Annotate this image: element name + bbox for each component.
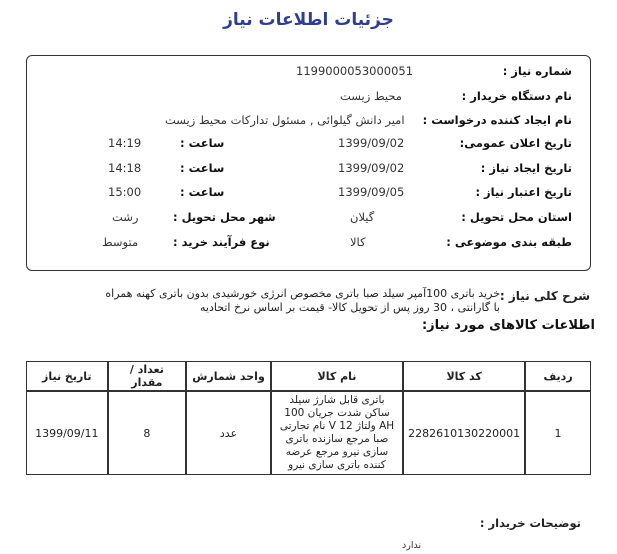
- buyer-notes-label: توضیحات خریدار :: [479, 516, 581, 530]
- col-header-code: کد کالا: [403, 361, 525, 391]
- items-table: [26, 361, 591, 475]
- description-label: شرح کلی نیاز :: [499, 289, 590, 303]
- col-header-row-number: ردیف: [525, 361, 591, 391]
- need-number-label: شماره نیاز :: [502, 64, 572, 78]
- items-section-title: اطلاعات کالاهای مورد نیاز:: [421, 318, 595, 333]
- col-header-date: تاریخ نیاز: [26, 361, 108, 391]
- category-label: طبقه بندی موضوعی :: [446, 235, 572, 249]
- create-time-label: ساعت :: [180, 161, 225, 175]
- valid-date-value: 1399/09/05: [338, 185, 405, 199]
- category-value: کالا: [350, 235, 366, 249]
- need-number-value: 1199000053000051: [296, 64, 414, 78]
- process-label: نوع فرآیند خرید :: [173, 235, 270, 249]
- city-label: شهر محل تحویل :: [173, 210, 276, 224]
- create-time-value: 14:18: [108, 161, 142, 175]
- page-title: جزئیات اطلاعات نیاز: [223, 10, 394, 30]
- buyer-org-value: محیط زیست: [340, 89, 402, 103]
- announce-date-label: تاریخ اعلان عمومی:: [459, 136, 572, 150]
- description-text: خرید باتری 100آمپر سیلد صبا باتری مخصوص انرژی خورشیدی بدون باتری کهنه همراه با گارانتی ، 30 روز پس از تحویل کالا- قیمت بر اساس نرخ اتحادیه: [105, 287, 500, 314]
- announce-time-value: 14:19: [108, 136, 142, 150]
- cell-qty: 8: [108, 391, 187, 475]
- requester-label: نام ایجاد کننده درخواست :: [422, 113, 572, 127]
- process-value: متوسط: [102, 235, 139, 249]
- cell-name: باتری قابل شارژ سیلد ساکن شدت جریان 100 AH ولتاژ 12 V نام تجارتی صبا مرجع سازنده باتری سازی نیرو مرجع عرضه کننده باتری سازی نیرو: [271, 391, 403, 475]
- announce-date-value: 1399/09/02: [338, 136, 405, 150]
- table-row: [26, 391, 591, 475]
- valid-date-label: تاریخ اعتبار نیاز :: [475, 185, 572, 199]
- cell-date: 1399/09/11: [26, 391, 108, 475]
- province-label: استان محل تحویل :: [461, 210, 572, 224]
- items-table-header-row: [26, 361, 591, 391]
- create-date-label: تاریخ ایجاد نیاز :: [480, 161, 572, 175]
- city-value: رشت: [112, 210, 139, 224]
- valid-time-label: ساعت :: [180, 185, 225, 199]
- cell-unit: عدد: [186, 391, 271, 475]
- buyer-notes-value: ندارد: [402, 540, 422, 551]
- announce-time-label: ساعت :: [180, 136, 225, 150]
- col-header-name: نام کالا: [271, 361, 403, 391]
- create-date-value: 1399/09/02: [338, 161, 405, 175]
- col-header-unit: واحد شمارش: [186, 361, 271, 391]
- cell-row-number: 1: [525, 391, 591, 475]
- col-header-qty: تعداد / مقدار: [108, 361, 187, 391]
- buyer-org-label: نام دستگاه خریدار :: [461, 89, 572, 103]
- cell-code: 2282610130220001: [403, 391, 525, 475]
- valid-time-value: 15:00: [108, 185, 142, 199]
- requester-value: امیر دانش گیلوائی , مسئول تدارکات محیط زیست: [165, 113, 405, 127]
- province-value: گیلان: [350, 210, 375, 224]
